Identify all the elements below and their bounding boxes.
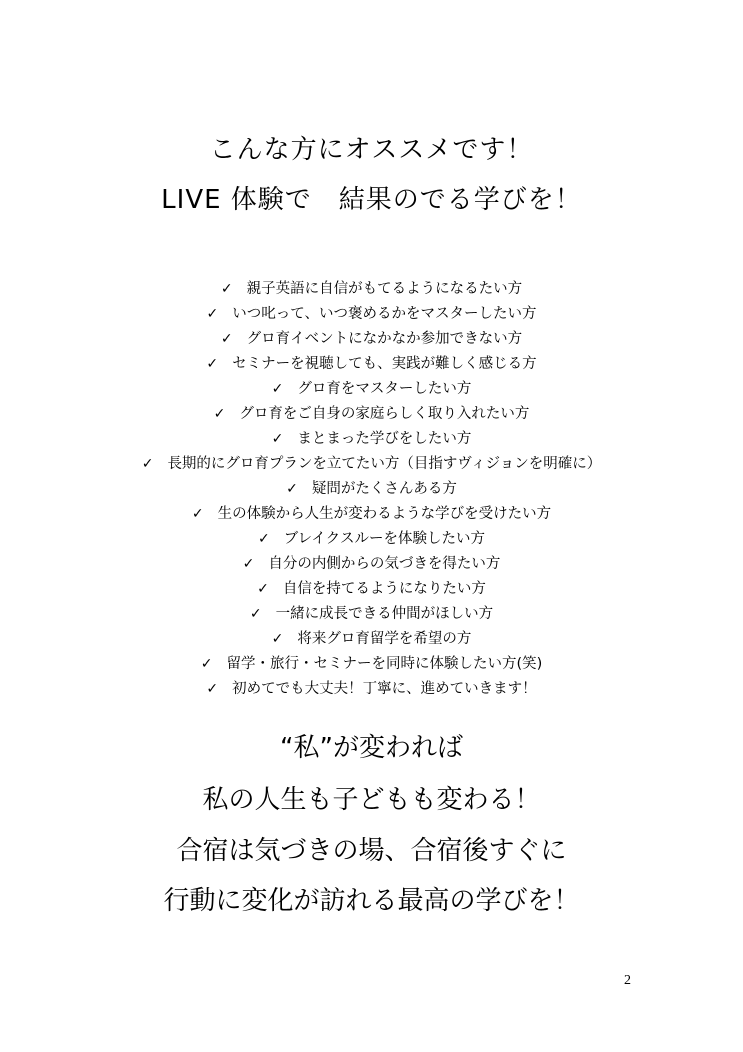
checkmark-icon: ✓ [191, 506, 204, 522]
list-item-text: グロ育をご自身の家庭らしく取り入れたい方 [239, 406, 530, 422]
list-item [0, 652, 743, 677]
checkmark-icon: ✓ [220, 331, 233, 347]
list-item-text: いつ叱って、いつ褒めるかをマスターしたい方 [232, 306, 537, 322]
list-item [0, 602, 743, 627]
checkmark-icon: ✓ [271, 431, 284, 447]
checkmark-icon: ✓ [258, 531, 270, 547]
list-item-text: 親子英語に自信がもてるようになるたい方 [246, 281, 523, 297]
closing-line-3: 合宿は気づきの場、合宿後すぐに [176, 836, 567, 866]
checkmark-icon: ✓ [242, 556, 255, 572]
checkmark-icon: ✓ [249, 606, 262, 622]
list-item [0, 302, 743, 327]
page-number: 2 [624, 973, 631, 988]
list-item [0, 477, 743, 502]
checkmark-icon: ✓ [286, 481, 298, 497]
list-item-text: 初めてでも大丈夫！丁寧に、進めていきます！ [232, 681, 537, 697]
list-item [0, 577, 743, 602]
checkmark-icon: ✓ [206, 356, 219, 372]
list-item [0, 552, 743, 577]
checkmark-icon: ✓ [220, 281, 233, 297]
heading-live-experience: LIVE 体験で 結果のでる学びを！ [161, 185, 582, 215]
list-item [0, 402, 743, 427]
heading-recommendation: こんな方にオススメです！ [209, 135, 534, 165]
recommendation-checklist [0, 277, 743, 702]
closing-line-2: 私の人生も子どもも変わる！ [202, 785, 541, 815]
list-item-text: 将来グロ育留学を希望の方 [297, 631, 472, 647]
list-item [0, 527, 743, 552]
list-item [0, 677, 743, 702]
checkmark-icon: ✓ [206, 681, 219, 697]
list-item-text: ブレイクスルーを体験したい方 [283, 531, 485, 547]
closing-line-4: 行動に変化が訪れる最高の学びを！ [163, 886, 580, 916]
list-item-text: 自信を持てるようになりたい方 [282, 581, 486, 597]
list-item-text: 疑問がたくさんある方 [311, 481, 457, 497]
checkmark-icon: ✓ [257, 581, 269, 597]
list-item-text: 一緒に成長できる仲間がほしい方 [275, 606, 494, 622]
closing-line-1: “私”が変われば [280, 733, 463, 763]
list-item-text: まとまった学びをしたい方 [297, 431, 472, 447]
list-item [0, 452, 743, 477]
list-item [0, 327, 743, 352]
list-item-text: セミナーを視聴しても、実践が難しく感じる方 [232, 356, 537, 372]
list-item-text: 生の体験から人生が変わるような学びを受けたい方 [217, 506, 552, 522]
list-item [0, 502, 743, 527]
checkmark-icon: ✓ [206, 306, 219, 322]
list-item-text: 留学・旅行・セミナーを同時に体験したい方(笑) [226, 656, 543, 672]
list-item [0, 352, 743, 377]
checkmark-icon: ✓ [213, 406, 226, 422]
list-item-text: グロ育イベントになかなか参加できない方 [246, 331, 523, 347]
checkmark-icon: ✓ [271, 381, 284, 397]
list-item-text: グロ育をマスターしたい方 [297, 381, 472, 397]
list-item [0, 627, 743, 652]
list-item [0, 427, 743, 452]
list-item-text: 自分の内側からの気づきを得たい方 [268, 556, 501, 572]
list-item [0, 277, 743, 302]
checkmark-icon: ✓ [200, 656, 213, 672]
checkmark-icon: ✓ [141, 456, 154, 472]
checkmark-icon: ✓ [271, 631, 284, 647]
list-item-text: 長期的にグロ育プランを立てたい方（目指すヴィジョンを明確に） [167, 456, 602, 472]
list-item [0, 377, 743, 402]
